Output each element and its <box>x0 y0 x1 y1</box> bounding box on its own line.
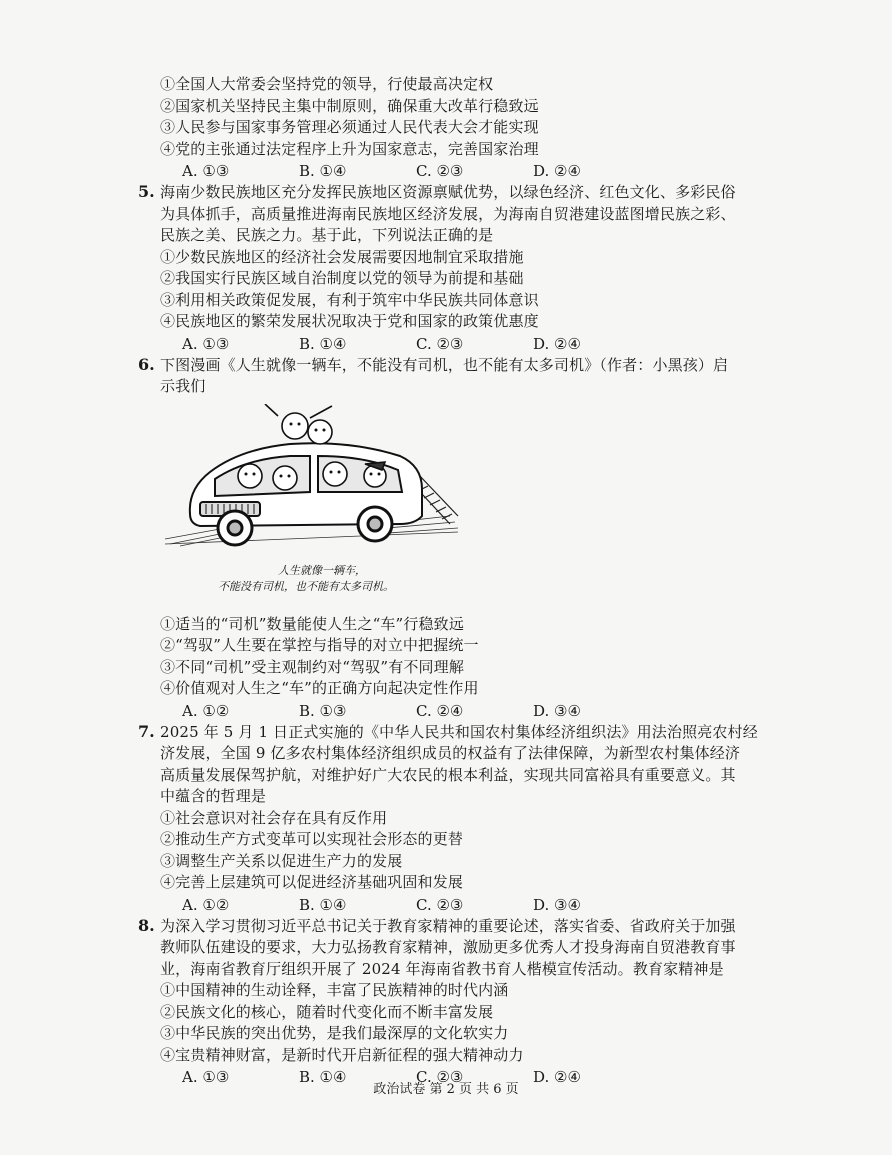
q6-item-1: ①适当的“司机”数量能使人生之“车”行稳致远 <box>160 614 464 633</box>
q7-option-b: B. ①④ <box>299 895 347 914</box>
q8-number: 8. <box>138 915 155 935</box>
q6-option-c: C. ②④ <box>416 701 464 720</box>
q7-number: 7. <box>138 721 155 741</box>
q4-option-a: A. ①③ <box>182 162 230 180</box>
q5-option-c: C. ②③ <box>416 334 464 353</box>
q5-item-3: ③利用相关政策促发展，有利于筑牢中华民族共同体意识 <box>160 290 539 309</box>
q8-option-c: C. ②③ <box>416 1068 464 1086</box>
q7-item-1: ①社会意识对社会存在具有反作用 <box>160 808 388 827</box>
q5-options <box>160 333 760 355</box>
q7-option-d: D. ③④ <box>533 895 581 914</box>
q5-stem-3: 民族之美、民族之力。基于此，下列说法正确的是 <box>160 226 494 244</box>
exam-content <box>138 74 760 1088</box>
cartoon-figure <box>160 404 760 606</box>
question-6 <box>138 354 760 722</box>
q5-item-2: ②我国实行民族区域自治制度以党的领导为前提和基础 <box>160 269 524 287</box>
q5-option-d: D. ②④ <box>533 334 581 353</box>
q8-item-4: ④宝贵精神财富，是新时代开启新征程的强大精神动力 <box>160 1045 524 1064</box>
cartoon-caption-line-2: 不能没有司机，也不能有太多司机。 <box>218 579 394 593</box>
q8-stem-2: 教师队伍建设的要求，大力弘扬教育家精神，激励更多优秀人才投身海南自贸港教育事 <box>160 938 736 956</box>
q7-item-4: ④完善上层建筑可以促进经济基础巩固和发展 <box>160 873 464 891</box>
q8-stem-3: 业，海南省教育厅组织开展了 2024 年海南省教书育人楷模宣传活动。教育家精神是 <box>160 959 724 978</box>
q8-item-2: ②民族文化的核心，随着时代变化而不断丰富发展 <box>160 1002 494 1021</box>
q4-options <box>160 160 760 182</box>
q6-option-d: D. ③④ <box>533 701 581 720</box>
q7-item-2: ②推动生产方式变革可以实现社会形态的更替 <box>160 830 464 848</box>
q7-item-3: ③调整生产关系以促进生产力的发展 <box>160 851 403 870</box>
q7-stem-3: 高质量发展保驾护航，对维护好广大农民的根本利益，实现共同富裕具有重要意义。其 <box>160 765 736 784</box>
page-footer: 政治试卷 第 2 页 共 6 页 <box>373 1082 519 1097</box>
q5-item-1: ①少数民族地区的经济社会发展需要因地制宜采取措施 <box>160 247 524 266</box>
q6-item-4: ④价值观对人生之“车”的正确方向起决定性作用 <box>160 679 479 697</box>
q7-option-c: C. ②③ <box>416 895 464 914</box>
question-8 <box>138 915 760 1089</box>
q7-stem-1: 2025 年 5 月 1 日正式实施的《中华人民共和国农村集体经济组织法》用法治照亮农村经 <box>160 722 758 741</box>
car-cartoon-illustration <box>160 404 460 604</box>
q6-options <box>160 700 760 722</box>
q4-option-d: D. ②④ <box>533 162 581 180</box>
cartoon-caption-line-1: 人生就像一辆车， <box>278 563 366 577</box>
q6-item-3: ③不同“司机”受主观制约对“驾驭”有不同理解 <box>160 657 464 676</box>
q4-option-c: C. ②③ <box>416 162 464 180</box>
question-4-continuation <box>160 74 760 182</box>
q4-item-2: ②国家机关坚持民主集中制原则，确保重大改革行稳致远 <box>160 96 539 115</box>
q8-option-b: B. ①④ <box>299 1068 347 1086</box>
question-7 <box>138 721 760 916</box>
q4-option-b: B. ①④ <box>299 162 347 180</box>
q5-item-4: ④民族地区的繁荣发展状况取决于党和国家的政策优惠度 <box>160 312 539 330</box>
q6-stem-1: 下图漫画《人生就像一辆车，不能没有司机，也不能有太多司机》（作者：小黑孩）启 <box>160 355 729 374</box>
q8-stem-1: 为深入学习贯彻习近平总书记关于教育家精神的重要论述，落实省委、省政府关于加强 <box>160 916 736 935</box>
q4-item-3: ③人民参与国家事务管理必须通过人民代表大会才能实现 <box>160 118 539 136</box>
q6-option-a: A. ①② <box>182 701 230 720</box>
question-5 <box>138 182 760 355</box>
q5-stem-1: 海南少数民族地区充分发挥民族地区资源禀赋优势，以绿色经济、红色文化、多彩民俗 <box>160 183 736 201</box>
q6-item-2: ②“驾驭”人生要在掌控与指导的对立中把握统一 <box>160 636 479 654</box>
q8-item-1: ①中国精神的生动诠释，丰富了民族精神的时代内涵 <box>160 981 509 999</box>
q8-option-d: D. ②④ <box>533 1068 581 1086</box>
q7-options <box>160 894 760 916</box>
q5-stem-2: 为具体抓手，高质量推进海南民族地区经济发展，为海南自贸港建设蓝图增民族之彩、 <box>160 204 736 223</box>
q5-number: 5. <box>138 182 155 201</box>
q4-item-4: ④党的主张通过法定程序上升为国家意志，完善国家治理 <box>160 139 539 158</box>
q6-stem-2: 示我们 <box>160 377 206 395</box>
q7-stem-2: 济发展，全国 9 亿多农村集体经济组织成员的权益有了法律保障，为新型农村集体经济 <box>160 744 741 762</box>
q7-stem-4: 中蕴含的哲理是 <box>160 787 267 805</box>
q5-option-a: A. ①③ <box>182 334 230 353</box>
q7-option-a: A. ①② <box>182 895 230 914</box>
q5-option-b: B. ①④ <box>299 334 347 353</box>
q8-option-a: A. ①③ <box>182 1068 230 1086</box>
q8-item-3: ③中华民族的突出优势，是我们最深厚的文化软实力 <box>160 1024 509 1042</box>
q4-item-1: ①全国人大常委会坚持党的领导，行使最高决定权 <box>160 75 494 93</box>
q6-option-b: B. ①③ <box>299 701 347 720</box>
q6-number: 6. <box>138 354 155 374</box>
